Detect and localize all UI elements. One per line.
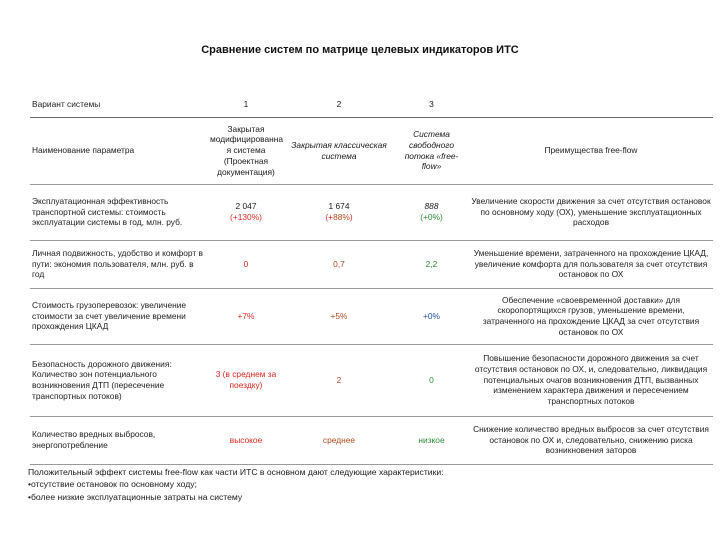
value-percent-pre: (+ [325,212,334,222]
footer-bullet: •отсутствие остановок по основному ходу; [28,479,197,490]
advantage-cell: Снижение количество вредных выбросов за счет отсутствия остановок по ОХ и, следовательно, снижению риска возникновения заторов [469,416,713,464]
footer-note [28,466,708,503]
value-percent: (+130%) [230,212,262,222]
system-name-row [30,117,713,184]
param-cell: Эксплуатационная эффективность транспортной системы: стоимость эксплуатации системы в год, млн. руб. [30,184,208,240]
value-percent: (+0%) [420,212,443,222]
value-percent-post: ) [349,212,353,222]
value-cell-1 [208,184,284,240]
param-cell: Количество вредных выбросов, энергопотребление [30,416,208,464]
comparison-table [30,92,713,465]
system-number-2: 2 [284,92,394,117]
value-cell-2: среднее [284,416,394,464]
advantage-cell: Обеспечение «своевременной доставки» для скоропортящихся грузов, уменьшение времени, затраченного на прохождение ЦКАД за счет отсутствия остановок по ОХ [469,288,713,344]
value-cell-1: 0 [208,240,284,288]
value-cell-3 [394,184,469,240]
value-cell-3: низкое [394,416,469,464]
table-row [30,416,713,464]
value-percent [286,212,392,223]
value-cell-2: +5% [284,288,394,344]
system-name-2-text: Закрытая классическая система [291,139,387,161]
value-percent-num: 88% [333,212,350,222]
system-name-3-text: Система свободного потока «free-flow» [404,129,459,172]
footer-bullet: •более низкие эксплуатационные затраты на систему [28,491,243,502]
param-cell: Личная подвижность, удобство и комфорт в пути: экономия пользователя, млн. руб. в год [30,240,208,288]
value-main: 888 [424,201,439,212]
value-cell-1: высокое [208,416,284,464]
value-cell-2: 0,7 [284,240,394,288]
header-advantages: Преимущества free-flow [469,117,713,184]
value-cell-3: +0% [394,288,469,344]
header-param: Наименование параметра [30,117,208,184]
table-row [30,344,713,416]
system-name-1: Закрытая модифицированна я система (Проектная документация) [208,117,284,184]
table-row [30,288,713,344]
value-cell-1: 3 (в среднем за поездку) [208,344,284,416]
system-name-3 [394,117,469,184]
value-main: 1 674 [328,201,350,212]
value-cell-3: 2,2 [394,240,469,288]
system-name-2 [284,117,394,184]
value-cell-3: 0 [394,344,469,416]
value-main: 2 047 [235,201,257,212]
footer-intro: Положительный эффект системы free-flow как части ИТС в основном дают следующие характеристики: [28,467,444,477]
system-number-row [30,92,713,117]
system-number-1: 1 [208,92,284,117]
advantage-cell: Увеличение скорости движения за счет отсутствия остановок по основному ходу (ОХ), уменьшение эксплуатационных расходов [469,184,713,240]
page-title: Сравнение систем по матрице целевых индикаторов ИТС [201,44,519,56]
param-cell: Стоимость грузоперевозок: увеличение стоимости за счет увеличение времени прохождения ЦКАД [30,288,208,344]
value-cell-2 [284,184,394,240]
advantage-cell: Повышение безопасности дорожного движения за счет отсутствия остановок по ОХ, и, следовательно, ликвидация потенциальных очагов возникновения ДТП, вызванных изменением характера движения и пересечением транспортных потоков [469,344,713,416]
param-cell: Безопасность дорожного движения: Количество зон потенциального возникновения ДТП (пересечение транспортных потоков) [30,344,208,416]
table-row [30,240,713,288]
header-variant: Вариант системы [30,92,208,117]
table-row [30,184,713,240]
advantage-cell: Уменьшение времени, затраченного на прохождение ЦКАД, увеличение комфорта для пользователя за счет отсутствия остановок по ОХ [469,240,713,288]
value-cell-1: +7% [208,288,284,344]
value-cell-2: 2 [284,344,394,416]
system-number-3: 3 [394,92,469,117]
header-blank [469,92,713,117]
